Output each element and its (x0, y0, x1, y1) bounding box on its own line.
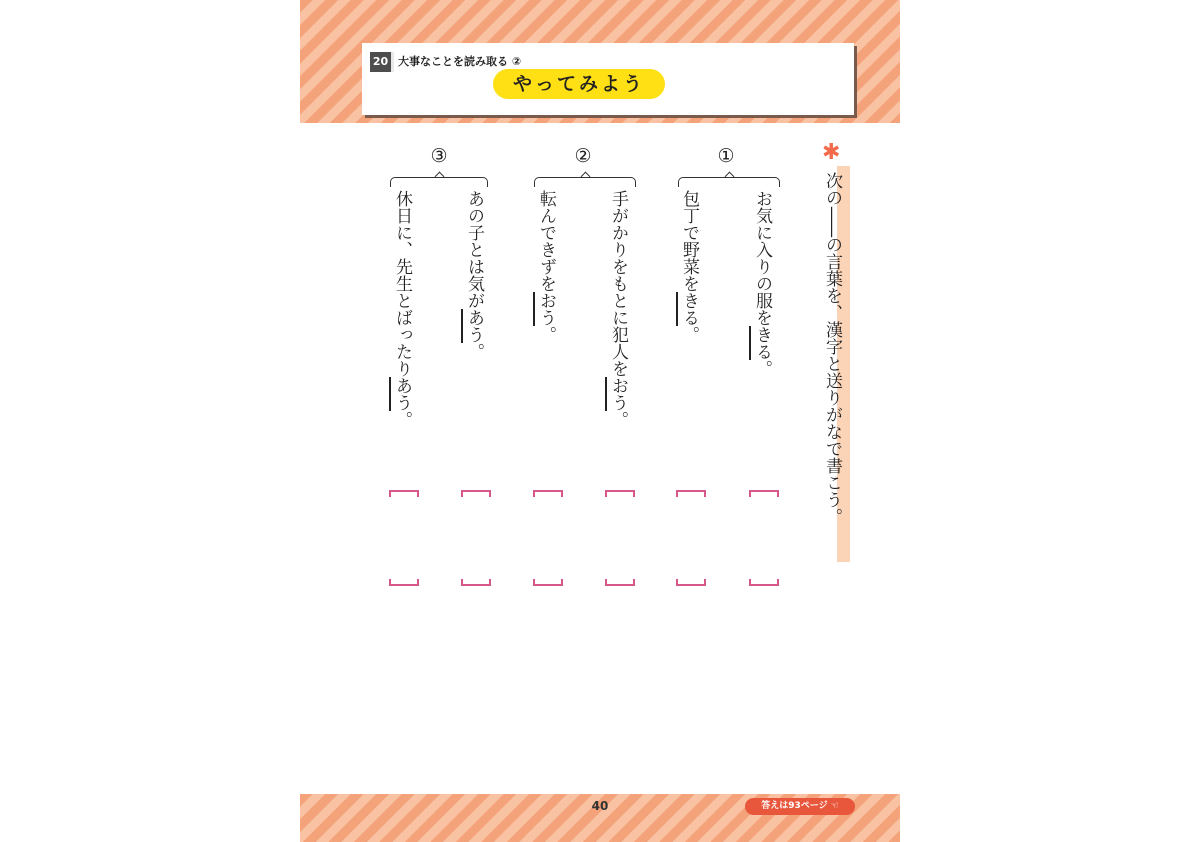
answer-box-3a[interactable] (461, 490, 491, 586)
sentence-2a: 手がかりをもとに犯人をおう。 (608, 190, 628, 428)
flower-icon: ✱ (822, 140, 841, 165)
sentence-1b: 包丁で野菜をきる。 (679, 190, 699, 343)
answer-box-1a[interactable] (749, 490, 779, 586)
answer-box-3b[interactable] (389, 490, 419, 586)
question-number-2: ② (574, 145, 592, 167)
header-card (362, 43, 854, 115)
answer-box-1b[interactable] (676, 490, 706, 586)
question-bracket-2 (534, 177, 636, 187)
question-number-3: ③ (430, 145, 448, 167)
answer-reference-tab[interactable]: 答えは93ページ ☜ (745, 798, 855, 815)
sentence-3b: 休日に、先生とばったりあう。 (392, 190, 412, 428)
answer-box-2b[interactable] (533, 490, 563, 586)
answer-box-2a[interactable] (605, 490, 635, 586)
lesson-number-badge: 20 (370, 52, 394, 72)
question-bracket-3 (390, 177, 488, 187)
section-title: やってみよう (493, 69, 665, 99)
question-bracket-1 (678, 177, 780, 187)
sentence-1a: お気に入りの服をきる。 (752, 190, 772, 377)
lesson-title: 大事なことを読み取る ② (398, 55, 522, 68)
instruction-text: 次の——の言葉を、漢字と送りがなで書こう。 (822, 172, 842, 525)
sentence-3a: あの子とは気があう。 (464, 190, 484, 360)
page-number: 40 (591, 799, 609, 813)
sentence-2b: 転んできずをおう。 (536, 190, 556, 343)
workbook-page (300, 0, 900, 842)
question-number-1: ① (717, 145, 735, 167)
